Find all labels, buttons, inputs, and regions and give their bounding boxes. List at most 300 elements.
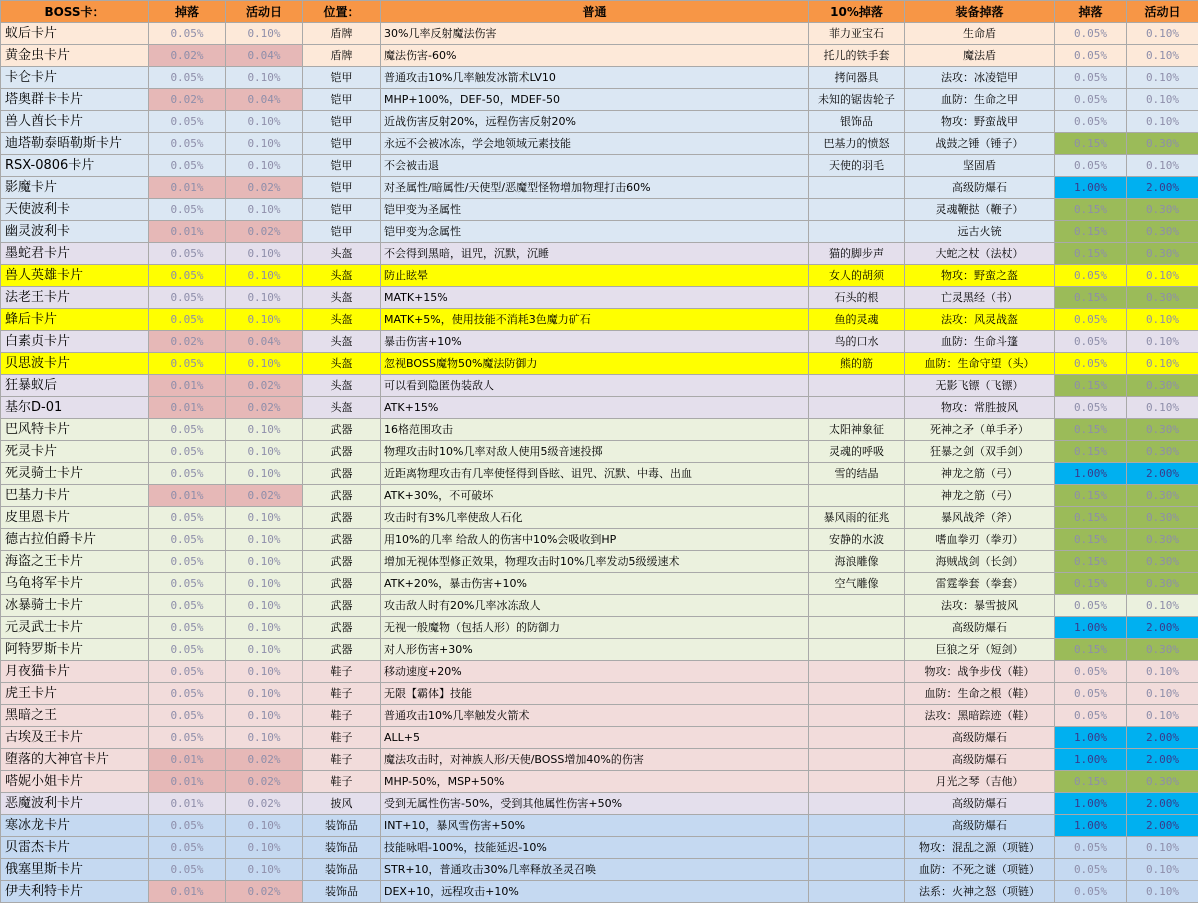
table-row[interactable] [1, 221, 1198, 243]
effect-cell[interactable]: 无视一般魔物（包括人形）的防御力 [381, 617, 809, 639]
slot-cell[interactable]: 武器 [303, 441, 381, 463]
drop10-cell[interactable]: 太阳神象征 [809, 419, 905, 441]
equip-event-rate-cell[interactable]: 0.30% [1127, 221, 1198, 243]
table-row[interactable] [1, 243, 1198, 265]
equip-event-rate-cell[interactable]: 0.10% [1127, 661, 1198, 683]
drop-rate-cell[interactable]: 0.01% [149, 749, 226, 771]
effect-cell[interactable]: 对人形伤害+30% [381, 639, 809, 661]
equip-drop-cell[interactable]: 神龙之筋（弓） [905, 463, 1055, 485]
drop10-cell[interactable]: 安静的水波 [809, 529, 905, 551]
effect-cell[interactable]: 受到无属性伤害-50%，受到其他属性伤害+50% [381, 793, 809, 815]
effect-cell[interactable]: 物理攻击时10%几率对敌人使用5级音速投掷 [381, 441, 809, 463]
equip-drop-cell[interactable]: 血防：生命守望（头） [905, 353, 1055, 375]
equip-event-rate-cell[interactable]: 0.30% [1127, 441, 1198, 463]
drop-rate-cell[interactable]: 0.01% [149, 177, 226, 199]
slot-cell[interactable]: 武器 [303, 573, 381, 595]
slot-cell[interactable]: 武器 [303, 617, 381, 639]
table-row[interactable] [1, 507, 1198, 529]
table-row[interactable] [1, 287, 1198, 309]
card-name-cell[interactable]: 巴基力卡片 [1, 485, 149, 507]
event-rate-cell[interactable]: 0.02% [226, 749, 303, 771]
card-name-cell[interactable]: 冰暴骑士卡片 [1, 595, 149, 617]
equip-drop-cell[interactable]: 法攻：风灵战盔 [905, 309, 1055, 331]
equip-drop-cell[interactable]: 灵魂鞭挞（鞭子） [905, 199, 1055, 221]
equip-drop-rate-cell[interactable]: 1.00% [1055, 749, 1127, 771]
card-name-cell[interactable]: 白素贞卡片 [1, 331, 149, 353]
drop10-cell[interactable]: 银饰品 [809, 111, 905, 133]
slot-cell[interactable]: 铠甲 [303, 177, 381, 199]
equip-event-rate-cell[interactable]: 0.30% [1127, 639, 1198, 661]
drop10-cell[interactable] [809, 397, 905, 419]
effect-cell[interactable]: 增加无视体型修正效果，物理攻击时10%几率发动5级缓速术 [381, 551, 809, 573]
equip-drop-rate-cell[interactable]: 1.00% [1055, 617, 1127, 639]
equip-drop-cell[interactable]: 物攻：混乱之源（项链） [905, 837, 1055, 859]
drop10-cell[interactable] [809, 859, 905, 881]
table-row[interactable] [1, 485, 1198, 507]
equip-event-rate-cell[interactable]: 0.10% [1127, 89, 1198, 111]
equip-drop-rate-cell[interactable]: 0.05% [1055, 881, 1127, 903]
effect-cell[interactable]: 对圣属性/暗属性/天使型/恶魔型怪物增加物理打击60% [381, 177, 809, 199]
event-rate-cell[interactable]: 0.10% [226, 155, 303, 177]
event-rate-cell[interactable]: 0.10% [226, 595, 303, 617]
effect-cell[interactable]: 铠甲变为圣属性 [381, 199, 809, 221]
table-row[interactable] [1, 573, 1198, 595]
drop-rate-cell[interactable]: 0.05% [149, 265, 226, 287]
equip-drop-rate-cell[interactable]: 1.00% [1055, 463, 1127, 485]
equip-drop-cell[interactable]: 月光之琴（吉他） [905, 771, 1055, 793]
effect-cell[interactable]: 攻击敌人时有20%几率冰冻敌人 [381, 595, 809, 617]
event-rate-cell[interactable]: 0.02% [226, 397, 303, 419]
card-name-cell[interactable]: 死灵卡片 [1, 441, 149, 463]
drop10-cell[interactable]: 猫的脚步声 [809, 243, 905, 265]
equip-event-rate-cell[interactable]: 2.00% [1127, 727, 1198, 749]
card-name-cell[interactable]: 狂暴蚁后 [1, 375, 149, 397]
equip-event-rate-cell[interactable]: 0.30% [1127, 199, 1198, 221]
drop10-cell[interactable] [809, 793, 905, 815]
drop-rate-cell[interactable]: 0.05% [149, 683, 226, 705]
table-row[interactable] [1, 551, 1198, 573]
effect-cell[interactable]: MATK+5%，使用技能不消耗3色魔力矿石 [381, 309, 809, 331]
card-name-cell[interactable]: 伊夫利特卡片 [1, 881, 149, 903]
drop-rate-cell[interactable]: 0.05% [149, 199, 226, 221]
equip-drop-rate-cell[interactable]: 1.00% [1055, 727, 1127, 749]
effect-cell[interactable]: 近战伤害反射20%，远程伤害反射20% [381, 111, 809, 133]
event-rate-cell[interactable]: 0.10% [226, 617, 303, 639]
drop10-cell[interactable]: 拷问器具 [809, 67, 905, 89]
event-rate-cell[interactable]: 0.10% [226, 243, 303, 265]
equip-event-rate-cell[interactable]: 0.30% [1127, 507, 1198, 529]
slot-cell[interactable]: 装饰品 [303, 881, 381, 903]
equip-drop-rate-cell[interactable]: 0.15% [1055, 199, 1127, 221]
equip-drop-rate-cell[interactable]: 0.05% [1055, 155, 1127, 177]
equip-event-rate-cell[interactable]: 0.10% [1127, 67, 1198, 89]
event-rate-cell[interactable]: 0.10% [226, 573, 303, 595]
event-rate-cell[interactable]: 0.10% [226, 441, 303, 463]
equip-drop-rate-cell[interactable]: 0.05% [1055, 45, 1127, 67]
drop10-cell[interactable] [809, 661, 905, 683]
drop10-cell[interactable] [809, 749, 905, 771]
effect-cell[interactable]: MHP+100%，DEF-50，MDEF-50 [381, 89, 809, 111]
equip-drop-rate-cell[interactable]: 0.15% [1055, 419, 1127, 441]
table-row[interactable] [1, 419, 1198, 441]
equip-drop-rate-cell[interactable]: 0.05% [1055, 89, 1127, 111]
drop-rate-cell[interactable]: 0.05% [149, 155, 226, 177]
equip-drop-cell[interactable]: 血防：不死之谜（项链） [905, 859, 1055, 881]
event-rate-cell[interactable]: 0.10% [226, 67, 303, 89]
equip-drop-cell[interactable]: 法攻：冰凌铠甲 [905, 67, 1055, 89]
equip-drop-cell[interactable]: 高级防爆石 [905, 749, 1055, 771]
drop-rate-cell[interactable]: 0.05% [149, 705, 226, 727]
drop-rate-cell[interactable]: 0.05% [149, 23, 226, 45]
event-rate-cell[interactable]: 0.04% [226, 45, 303, 67]
drop10-cell[interactable] [809, 199, 905, 221]
equip-drop-rate-cell[interactable]: 0.05% [1055, 67, 1127, 89]
slot-cell[interactable]: 铠甲 [303, 221, 381, 243]
equip-drop-cell[interactable]: 高级防爆石 [905, 815, 1055, 837]
card-name-cell[interactable]: 月夜猫卡片 [1, 661, 149, 683]
drop10-cell[interactable]: 巴基力的愤怒 [809, 133, 905, 155]
equip-drop-rate-cell[interactable]: 0.05% [1055, 111, 1127, 133]
equip-drop-cell[interactable]: 法系：火神之怒（项链） [905, 881, 1055, 903]
equip-drop-rate-cell[interactable]: 0.15% [1055, 133, 1127, 155]
drop10-cell[interactable] [809, 683, 905, 705]
slot-cell[interactable]: 铠甲 [303, 89, 381, 111]
table-row[interactable] [1, 441, 1198, 463]
event-rate-cell[interactable]: 0.02% [226, 177, 303, 199]
effect-cell[interactable]: 无限【霸体】技能 [381, 683, 809, 705]
slot-cell[interactable]: 头盔 [303, 287, 381, 309]
drop10-cell[interactable]: 海浪雕像 [809, 551, 905, 573]
event-rate-cell[interactable]: 0.10% [226, 551, 303, 573]
equip-event-rate-cell[interactable]: 2.00% [1127, 177, 1198, 199]
event-rate-cell[interactable]: 0.10% [226, 265, 303, 287]
equip-drop-cell[interactable]: 物攻：战争步伐（鞋） [905, 661, 1055, 683]
effect-cell[interactable]: ATK+20%，暴击伤害+10% [381, 573, 809, 595]
event-rate-cell[interactable]: 0.04% [226, 89, 303, 111]
drop-rate-cell[interactable]: 0.05% [149, 551, 226, 573]
equip-event-rate-cell[interactable]: 0.10% [1127, 45, 1198, 67]
slot-cell[interactable]: 鞋子 [303, 727, 381, 749]
slot-cell[interactable]: 头盔 [303, 265, 381, 287]
equip-drop-cell[interactable]: 物攻：野蛮之盔 [905, 265, 1055, 287]
equip-event-rate-cell[interactable]: 0.10% [1127, 331, 1198, 353]
equip-event-rate-cell[interactable]: 2.00% [1127, 463, 1198, 485]
equip-drop-rate-cell[interactable]: 1.00% [1055, 793, 1127, 815]
drop-rate-cell[interactable]: 0.05% [149, 617, 226, 639]
card-name-cell[interactable]: 兽人英雄卡片 [1, 265, 149, 287]
card-name-cell[interactable]: 元灵武士卡片 [1, 617, 149, 639]
equip-drop-rate-cell[interactable]: 1.00% [1055, 815, 1127, 837]
drop10-cell[interactable]: 灵魂的呼吸 [809, 441, 905, 463]
effect-cell[interactable]: 忽视BOSS魔物50%魔法防御力 [381, 353, 809, 375]
table-row[interactable] [1, 309, 1198, 331]
table-row[interactable] [1, 617, 1198, 639]
effect-cell[interactable]: 近距离物理攻击有几率使怪得到昏眩、诅咒、沉默、中毒、出血 [381, 463, 809, 485]
equip-event-rate-cell[interactable]: 0.10% [1127, 265, 1198, 287]
slot-cell[interactable]: 鞋子 [303, 771, 381, 793]
table-row[interactable] [1, 727, 1198, 749]
slot-cell[interactable]: 头盔 [303, 331, 381, 353]
equip-event-rate-cell[interactable]: 2.00% [1127, 749, 1198, 771]
card-name-cell[interactable]: 虎王卡片 [1, 683, 149, 705]
drop-rate-cell[interactable]: 0.02% [149, 45, 226, 67]
equip-drop-cell[interactable]: 亡灵黑经（书） [905, 287, 1055, 309]
equip-drop-cell[interactable]: 高级防爆石 [905, 727, 1055, 749]
drop-rate-cell[interactable]: 0.01% [149, 485, 226, 507]
equip-drop-rate-cell[interactable]: 0.05% [1055, 353, 1127, 375]
equip-event-rate-cell[interactable]: 0.30% [1127, 771, 1198, 793]
slot-cell[interactable]: 盾牌 [303, 45, 381, 67]
drop10-cell[interactable] [809, 595, 905, 617]
equip-drop-rate-cell[interactable]: 0.15% [1055, 221, 1127, 243]
card-name-cell[interactable]: 寒冰龙卡片 [1, 815, 149, 837]
equip-drop-cell[interactable]: 远古火铳 [905, 221, 1055, 243]
effect-cell[interactable]: 技能咏唱-100%，技能延迟-10% [381, 837, 809, 859]
event-rate-cell[interactable]: 0.10% [226, 111, 303, 133]
equip-event-rate-cell[interactable]: 0.10% [1127, 683, 1198, 705]
drop-rate-cell[interactable]: 0.05% [149, 67, 226, 89]
card-name-cell[interactable]: 蚁后卡片 [1, 23, 149, 45]
equip-event-rate-cell[interactable]: 0.30% [1127, 529, 1198, 551]
effect-cell[interactable]: 16格范围攻击 [381, 419, 809, 441]
header-boss-card[interactable]: BOSS卡： [1, 1, 149, 23]
table-row[interactable] [1, 67, 1198, 89]
slot-cell[interactable]: 武器 [303, 529, 381, 551]
slot-cell[interactable]: 头盔 [303, 375, 381, 397]
slot-cell[interactable]: 武器 [303, 507, 381, 529]
card-name-cell[interactable]: RSX-0806卡片 [1, 155, 149, 177]
effect-cell[interactable]: 移动速度+20% [381, 661, 809, 683]
slot-cell[interactable]: 武器 [303, 419, 381, 441]
equip-event-rate-cell[interactable]: 0.30% [1127, 573, 1198, 595]
event-rate-cell[interactable]: 0.10% [226, 23, 303, 45]
slot-cell[interactable]: 鞋子 [303, 749, 381, 771]
effect-cell[interactable]: STR+10，普通攻击30%几率释放圣灵召唤 [381, 859, 809, 881]
drop-rate-cell[interactable]: 0.05% [149, 661, 226, 683]
card-name-cell[interactable]: 蜂后卡片 [1, 309, 149, 331]
drop-rate-cell[interactable]: 0.05% [149, 309, 226, 331]
effect-cell[interactable]: 用10%的几率 给敌人的伤害中10%会吸收到HP [381, 529, 809, 551]
table-row[interactable] [1, 529, 1198, 551]
header-effect[interactable]: 普通 [381, 1, 809, 23]
table-row[interactable] [1, 463, 1198, 485]
equip-event-rate-cell[interactable]: 0.30% [1127, 287, 1198, 309]
equip-drop-cell[interactable]: 雷霆拳套（拳套） [905, 573, 1055, 595]
drop-rate-cell[interactable]: 0.01% [149, 397, 226, 419]
table-row[interactable] [1, 375, 1198, 397]
card-name-cell[interactable]: 俄塞里斯卡片 [1, 859, 149, 881]
card-name-cell[interactable]: 幽灵波利卡 [1, 221, 149, 243]
drop-rate-cell[interactable]: 0.05% [149, 727, 226, 749]
event-rate-cell[interactable]: 0.10% [226, 463, 303, 485]
drop-rate-cell[interactable]: 0.05% [149, 573, 226, 595]
card-name-cell[interactable]: 墨蛇君卡片 [1, 243, 149, 265]
equip-event-rate-cell[interactable]: 2.00% [1127, 617, 1198, 639]
slot-cell[interactable]: 头盔 [303, 243, 381, 265]
drop10-cell[interactable]: 暴风雨的征兆 [809, 507, 905, 529]
slot-cell[interactable]: 头盔 [303, 309, 381, 331]
table-row[interactable] [1, 111, 1198, 133]
drop-rate-cell[interactable]: 0.02% [149, 331, 226, 353]
drop-rate-cell[interactable]: 0.01% [149, 221, 226, 243]
equip-event-rate-cell[interactable]: 0.30% [1127, 243, 1198, 265]
equip-drop-cell[interactable]: 海贼战剑（长剑） [905, 551, 1055, 573]
effect-cell[interactable]: 不会被击退 [381, 155, 809, 177]
slot-cell[interactable]: 铠甲 [303, 111, 381, 133]
drop-rate-cell[interactable]: 0.05% [149, 859, 226, 881]
equip-drop-cell[interactable]: 物攻：常胜披风 [905, 397, 1055, 419]
equip-drop-rate-cell[interactable]: 0.15% [1055, 639, 1127, 661]
event-rate-cell[interactable]: 0.02% [226, 881, 303, 903]
event-rate-cell[interactable]: 0.10% [226, 639, 303, 661]
slot-cell[interactable]: 鞋子 [303, 705, 381, 727]
table-row[interactable] [1, 89, 1198, 111]
equip-event-rate-cell[interactable]: 0.10% [1127, 397, 1198, 419]
event-rate-cell[interactable]: 0.10% [226, 309, 303, 331]
equip-drop-rate-cell[interactable]: 1.00% [1055, 177, 1127, 199]
drop10-cell[interactable]: 未知的锯齿轮子 [809, 89, 905, 111]
header-drop-10[interactable]: 10%掉落 [809, 1, 905, 23]
slot-cell[interactable]: 装饰品 [303, 815, 381, 837]
effect-cell[interactable]: 可以看到隐匿伪装敌人 [381, 375, 809, 397]
equip-event-rate-cell[interactable]: 0.10% [1127, 155, 1198, 177]
drop10-cell[interactable]: 空气雕像 [809, 573, 905, 595]
drop10-cell[interactable] [809, 485, 905, 507]
equip-drop-cell[interactable]: 坚固盾 [905, 155, 1055, 177]
card-name-cell[interactable]: 黄金虫卡片 [1, 45, 149, 67]
drop10-cell[interactable]: 鸟的口水 [809, 331, 905, 353]
drop-rate-cell[interactable]: 0.05% [149, 441, 226, 463]
table-row[interactable] [1, 353, 1198, 375]
drop-rate-cell[interactable]: 0.05% [149, 595, 226, 617]
equip-drop-cell[interactable]: 暴风战斧（斧） [905, 507, 1055, 529]
effect-cell[interactable]: 永远不会被冰冻，学会地领域元素技能 [381, 133, 809, 155]
equip-drop-rate-cell[interactable]: 0.05% [1055, 397, 1127, 419]
table-row[interactable] [1, 265, 1198, 287]
card-name-cell[interactable]: 卡仑卡片 [1, 67, 149, 89]
table-row[interactable] [1, 177, 1198, 199]
equip-drop-cell[interactable]: 物攻：野蛮战甲 [905, 111, 1055, 133]
drop-rate-cell[interactable]: 0.05% [149, 111, 226, 133]
effect-cell[interactable]: ATK+15% [381, 397, 809, 419]
event-rate-cell[interactable]: 0.02% [226, 221, 303, 243]
equip-event-rate-cell[interactable]: 0.10% [1127, 705, 1198, 727]
drop-rate-cell[interactable]: 0.05% [149, 815, 226, 837]
event-rate-cell[interactable]: 0.10% [226, 683, 303, 705]
effect-cell[interactable]: 攻击时有3%几率使敌人石化 [381, 507, 809, 529]
slot-cell[interactable]: 装饰品 [303, 837, 381, 859]
equip-event-rate-cell[interactable]: 2.00% [1127, 793, 1198, 815]
equip-drop-rate-cell[interactable]: 0.05% [1055, 309, 1127, 331]
card-name-cell[interactable]: 黑暗之王 [1, 705, 149, 727]
event-rate-cell[interactable]: 0.10% [226, 287, 303, 309]
drop10-cell[interactable]: 女人的胡须 [809, 265, 905, 287]
table-row[interactable] [1, 771, 1198, 793]
equip-drop-cell[interactable]: 狂暴之剑（双手剑） [905, 441, 1055, 463]
drop10-cell[interactable]: 石头的根 [809, 287, 905, 309]
card-name-cell[interactable]: 法老王卡片 [1, 287, 149, 309]
effect-cell[interactable]: 30%几率反射魔法伤害 [381, 23, 809, 45]
card-name-cell[interactable]: 贝雷杰卡片 [1, 837, 149, 859]
equip-drop-cell[interactable]: 血防：生命之根（鞋） [905, 683, 1055, 705]
drop10-cell[interactable] [809, 177, 905, 199]
slot-cell[interactable]: 盾牌 [303, 23, 381, 45]
drop-rate-cell[interactable]: 0.05% [149, 837, 226, 859]
equip-drop-rate-cell[interactable]: 0.05% [1055, 683, 1127, 705]
card-name-cell[interactable]: 基尔D-01 [1, 397, 149, 419]
drop10-cell[interactable] [809, 375, 905, 397]
slot-cell[interactable]: 鞋子 [303, 683, 381, 705]
event-rate-cell[interactable]: 0.10% [226, 705, 303, 727]
equip-drop-cell[interactable]: 大蛇之杖（法杖） [905, 243, 1055, 265]
drop10-cell[interactable] [809, 727, 905, 749]
header-equip-event-day[interactable]: 活动日 [1127, 1, 1198, 23]
effect-cell[interactable]: ALL+5 [381, 727, 809, 749]
card-name-cell[interactable]: 死灵骑士卡片 [1, 463, 149, 485]
equip-drop-rate-cell[interactable]: 0.05% [1055, 705, 1127, 727]
slot-cell[interactable]: 披风 [303, 793, 381, 815]
table-row[interactable] [1, 837, 1198, 859]
table-row[interactable] [1, 45, 1198, 67]
event-rate-cell[interactable]: 0.10% [226, 815, 303, 837]
slot-cell[interactable]: 武器 [303, 485, 381, 507]
equip-drop-rate-cell[interactable]: 0.05% [1055, 859, 1127, 881]
equip-drop-cell[interactable]: 巨狼之牙（短剑） [905, 639, 1055, 661]
equip-event-rate-cell[interactable]: 0.30% [1127, 375, 1198, 397]
event-rate-cell[interactable]: 0.10% [226, 199, 303, 221]
header-equip-drop-rate[interactable]: 掉落 [1055, 1, 1127, 23]
table-row[interactable] [1, 881, 1198, 903]
table-row[interactable] [1, 859, 1198, 881]
slot-cell[interactable]: 鞋子 [303, 661, 381, 683]
equip-drop-rate-cell[interactable]: 0.15% [1055, 551, 1127, 573]
table-row[interactable] [1, 199, 1198, 221]
slot-cell[interactable]: 头盔 [303, 397, 381, 419]
drop10-cell[interactable] [809, 705, 905, 727]
drop-rate-cell[interactable]: 0.05% [149, 353, 226, 375]
equip-drop-cell[interactable]: 高级防爆石 [905, 617, 1055, 639]
card-name-cell[interactable]: 皮里恩卡片 [1, 507, 149, 529]
equip-drop-rate-cell[interactable]: 0.15% [1055, 375, 1127, 397]
equip-event-rate-cell[interactable]: 0.10% [1127, 353, 1198, 375]
table-row[interactable] [1, 331, 1198, 353]
equip-drop-cell[interactable]: 血防：生命之甲 [905, 89, 1055, 111]
effect-cell[interactable]: 魔法攻击时，对神族人形/天使/BOSS增加40%的伤害 [381, 749, 809, 771]
equip-drop-cell[interactable]: 神龙之筋（弓） [905, 485, 1055, 507]
equip-drop-cell[interactable]: 嗜血拳刃（拳刃） [905, 529, 1055, 551]
slot-cell[interactable]: 武器 [303, 551, 381, 573]
card-name-cell[interactable]: 天使波利卡 [1, 199, 149, 221]
drop10-cell[interactable]: 托儿的铁手套 [809, 45, 905, 67]
effect-cell[interactable]: DEX+10，远程攻击+10% [381, 881, 809, 903]
equip-event-rate-cell[interactable]: 0.10% [1127, 111, 1198, 133]
card-name-cell[interactable]: 影魔卡片 [1, 177, 149, 199]
event-rate-cell[interactable]: 0.10% [226, 661, 303, 683]
equip-event-rate-cell[interactable]: 0.10% [1127, 23, 1198, 45]
header-event-day[interactable]: 活动日 [226, 1, 303, 23]
effect-cell[interactable]: 不会得到黑暗，诅咒，沉默，沉睡 [381, 243, 809, 265]
equip-drop-rate-cell[interactable]: 0.15% [1055, 287, 1127, 309]
equip-drop-cell[interactable]: 生命盾 [905, 23, 1055, 45]
equip-event-rate-cell[interactable]: 2.00% [1127, 815, 1198, 837]
drop-rate-cell[interactable]: 0.05% [149, 529, 226, 551]
slot-cell[interactable]: 铠甲 [303, 67, 381, 89]
equip-event-rate-cell[interactable]: 0.10% [1127, 881, 1198, 903]
drop10-cell[interactable]: 菲力亚宝石 [809, 23, 905, 45]
table-row[interactable] [1, 155, 1198, 177]
drop10-cell[interactable] [809, 881, 905, 903]
equip-drop-rate-cell[interactable]: 0.05% [1055, 661, 1127, 683]
